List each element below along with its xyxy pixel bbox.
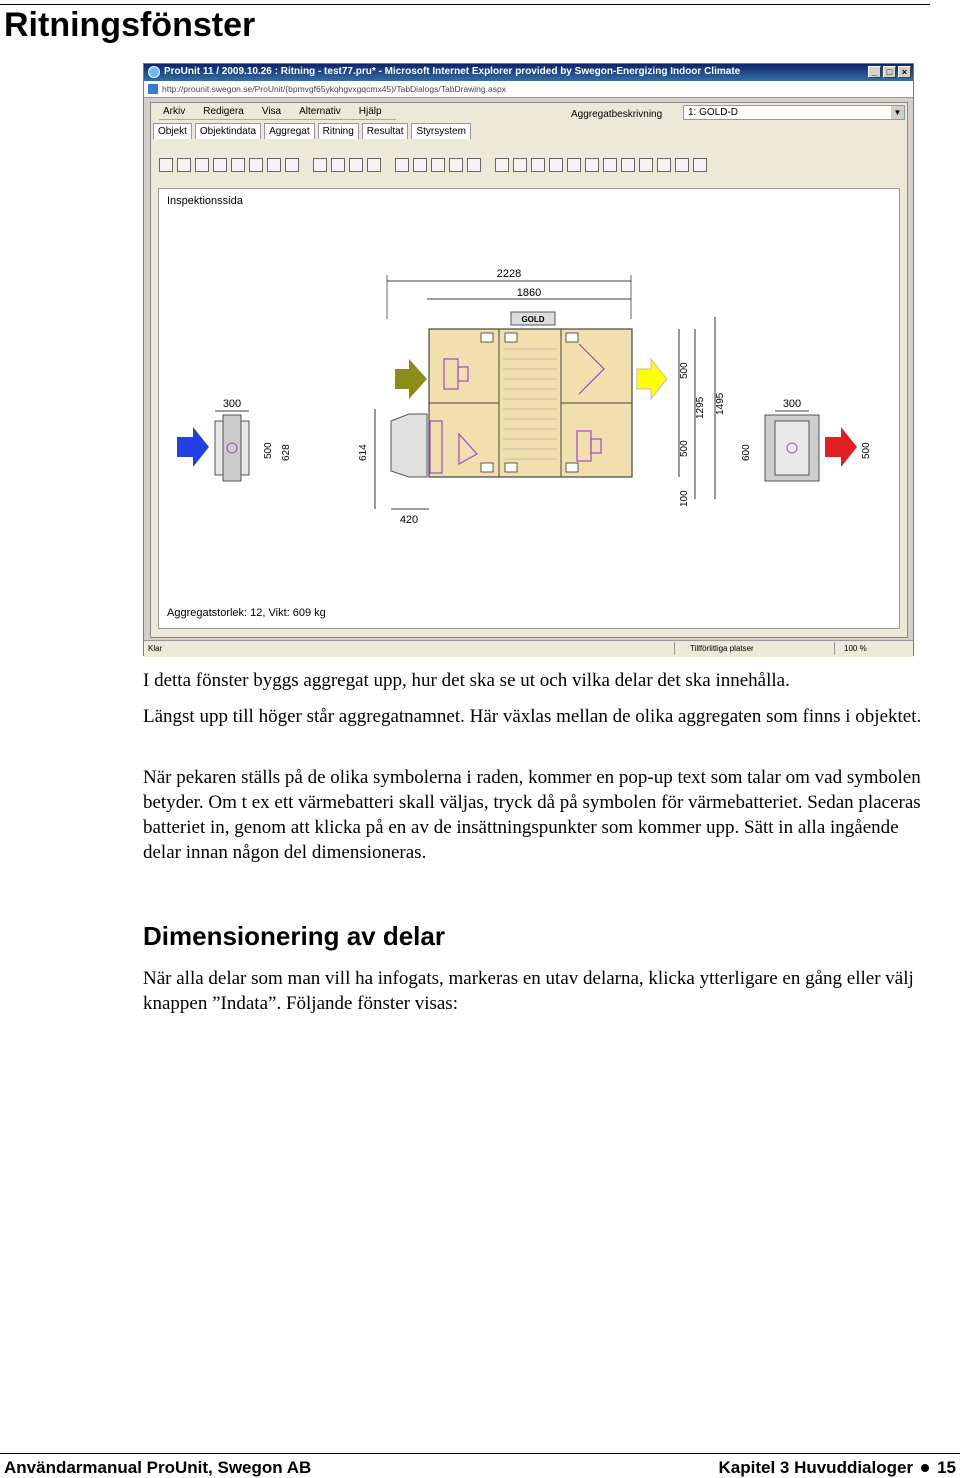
- unit-box-icon[interactable]: [195, 158, 209, 172]
- chevron-down-icon[interactable]: ▼: [891, 106, 904, 119]
- browser-icon: [148, 66, 160, 78]
- dim-inner-width: 1860: [516, 287, 542, 299]
- supply-air-arrow-icon: [825, 427, 857, 467]
- dim-right-h-overall: 1495: [715, 392, 726, 415]
- dim-right-duct-h1: 600: [741, 444, 752, 461]
- damper-icon[interactable]: [395, 158, 409, 172]
- tab-ritning[interactable]: Ritning: [318, 123, 359, 139]
- cooling-coil-icon[interactable]: [513, 158, 527, 172]
- drawing-canvas[interactable]: [158, 188, 900, 629]
- app-panel: [150, 102, 908, 638]
- section-heading: Dimensionering av delar: [143, 921, 445, 951]
- dim-left-height: 614: [358, 444, 369, 461]
- close-icon[interactable]: ×: [898, 66, 911, 78]
- fan-icon[interactable]: [431, 158, 445, 172]
- rotor-icon[interactable]: [549, 158, 563, 172]
- dim-right-h-total: 1295: [695, 396, 706, 419]
- canvas-title: Inspektionssida: [167, 195, 243, 207]
- menu-visa[interactable]: Visa: [258, 105, 295, 120]
- menu-hjalp[interactable]: Hjälp: [355, 105, 396, 120]
- inlet-hood[interactable]: [391, 414, 427, 477]
- unit-box-icon[interactable]: [177, 158, 191, 172]
- dim-bottom-width: 420: [399, 514, 419, 526]
- status-bar: [144, 640, 913, 657]
- browser-window-screenshot: [143, 63, 914, 656]
- humidifier-icon[interactable]: [585, 158, 599, 172]
- dim-left-duct-h1: 500: [263, 442, 274, 459]
- coil-icon[interactable]: [467, 158, 481, 172]
- paragraph-4: När alla delar som man vill ha infogats, markeras en utav delarna, klicka ytterligare en gång eller välj knappen ”Indata”. Följande fönster visas:: [143, 968, 914, 1014]
- circle-plus-icon[interactable]: [603, 158, 617, 172]
- unit-box-icon[interactable]: [159, 158, 173, 172]
- aggregate-size-text: Aggregatstorlek: 12, Vikt: 609 kg: [167, 607, 326, 619]
- window-title: ProUnit 11 / 2009.10.26 : Ritning - test77.pru* - Microsoft Internet Explorer provided by Swegon-Energizing Indoor Climate: [164, 66, 741, 77]
- window-titlebar: [144, 64, 913, 81]
- window-controls: [868, 66, 911, 78]
- tab-objektindata[interactable]: Objektindata: [195, 123, 261, 139]
- dim-right-h-lower: 500: [679, 440, 690, 457]
- dim-right-h-upper: 500: [679, 362, 690, 379]
- plate-icon[interactable]: [567, 158, 581, 172]
- top-rule: [0, 4, 930, 5]
- sound-icon[interactable]: [449, 158, 463, 172]
- paragraph-1: I detta fönster byggs aggregat upp, hur det ska se ut och vilka delar det ska innehålla.: [143, 670, 790, 691]
- insert-icon[interactable]: [367, 158, 381, 172]
- width-icon[interactable]: [693, 158, 707, 172]
- address-bar[interactable]: [144, 81, 913, 98]
- unit-box-icon[interactable]: [231, 158, 245, 172]
- tab-bar: [153, 123, 474, 139]
- menu-redigera[interactable]: Redigera: [199, 105, 258, 120]
- footer-rule: [0, 1453, 960, 1454]
- paragraph-3: När pekaren ställs på de olika symbolerna i raden, kommer en pop-up text som talar om vad symbolen betyder. Om t ex ett värmebatteri skall väljas, tryck då på symbolen för värmebatteriet. Sedan placeras batteriet in, genom att klicka på en av de insättningspunkter som kommer upp. Sätt in alla ingående delar innan någon del dimensioneras.: [143, 767, 921, 863]
- extract-arrow-icon: [637, 359, 667, 399]
- empty-section-icon[interactable]: [675, 158, 689, 172]
- page-icon: [148, 84, 158, 94]
- move-icon[interactable]: [267, 158, 281, 172]
- connect-icon[interactable]: [285, 158, 299, 172]
- tab-objekt[interactable]: Objekt: [153, 123, 192, 139]
- circle-minus-icon[interactable]: [621, 158, 635, 172]
- outdoor-air-arrow-icon: [177, 427, 209, 467]
- dim-right-base: 100: [679, 490, 690, 507]
- mixing-icon[interactable]: [639, 158, 653, 172]
- aggregate-select-value: 1: GOLD-D: [688, 107, 739, 118]
- copy-icon[interactable]: [331, 158, 345, 172]
- security-zone: Tillförlitliga platser: [690, 644, 754, 653]
- tab-resultat[interactable]: Resultat: [362, 123, 409, 139]
- footer-chapter: Kapitel 3 Huvuddialoger: [718, 1458, 914, 1477]
- address-url: http://prounit.swegon.se/ProUnit/(bpmvgf65ykqhgvxgqcmx45)/TabDialogs/TabDrawing.aspx: [162, 84, 506, 94]
- delete-icon[interactable]: [349, 158, 363, 172]
- aggregate-select[interactable]: [683, 105, 905, 120]
- filter-icon[interactable]: [413, 158, 427, 172]
- dim-overall-width: 2228: [496, 268, 522, 280]
- maximize-icon[interactable]: □: [883, 66, 896, 78]
- footer-right: [718, 1458, 956, 1478]
- unit-box-icon[interactable]: [213, 158, 227, 172]
- brand-plate-text: GOLD: [521, 315, 545, 324]
- dim-right-duct-width: 300: [782, 398, 802, 410]
- tab-styrsystem[interactable]: Styrsystem: [411, 123, 470, 139]
- paragraph-2: Längst upp till höger står aggregatnamnet. Här växlas mellan de olika aggregaten som finns i objektet.: [143, 706, 922, 727]
- menu-bar: [159, 105, 396, 120]
- bracket-icon[interactable]: [313, 158, 327, 172]
- menu-alternativ[interactable]: Alternativ: [295, 105, 355, 120]
- footer-left: Användarmanual ProUnit, Swegon AB: [4, 1458, 312, 1477]
- unit-drawing: [159, 209, 899, 609]
- status-text: Klar: [148, 644, 163, 653]
- heating-coil-icon[interactable]: [495, 158, 509, 172]
- dim-left-duct-h2: 628: [281, 444, 292, 461]
- minimize-icon[interactable]: _: [868, 66, 881, 78]
- aggregate-label: Aggregatbeskrivning: [571, 109, 663, 120]
- bullet-icon: [921, 1464, 929, 1472]
- zoom-level[interactable]: 100 %: [844, 644, 867, 653]
- menu-arkiv[interactable]: Arkiv: [159, 105, 199, 120]
- dim-right-duct-h2: 500: [861, 442, 872, 459]
- exhaust-arrow-icon: [395, 359, 427, 399]
- heat-exchanger-icon[interactable]: [531, 158, 545, 172]
- page-heading: Ritningsfönster: [4, 6, 256, 44]
- unit-box-icon[interactable]: [249, 158, 263, 172]
- dim-left-duct-width: 300: [222, 398, 242, 410]
- component-toolbar: [159, 155, 759, 175]
- tab-aggregat[interactable]: Aggregat: [264, 123, 315, 139]
- page-number: 15: [937, 1458, 956, 1477]
- bypass-icon[interactable]: [657, 158, 671, 172]
